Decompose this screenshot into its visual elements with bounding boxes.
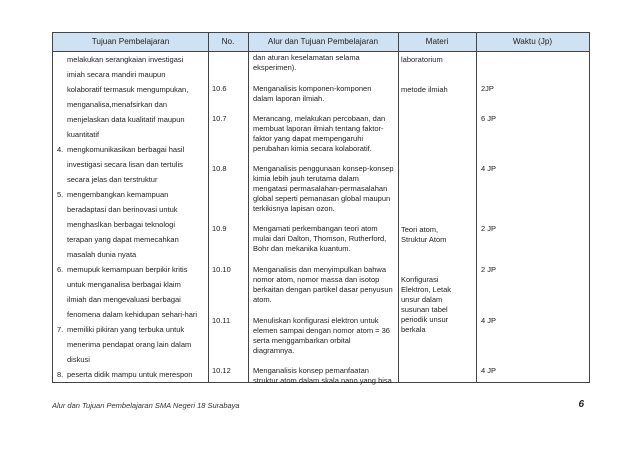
header-waktu: Waktu (Jp) xyxy=(512,37,553,46)
tujuan-line: untuk menganalisa berbagai klaim xyxy=(67,280,181,289)
alur-line: perubahan kimia secara kolaboratif. xyxy=(253,144,372,153)
header-tujuan: Tujuan Pembelajaran xyxy=(91,37,170,46)
alur-line: nomor atom, nomor massa dan isotop xyxy=(253,275,380,284)
alur-line: Menganalisis konsep pemanfaatan xyxy=(253,366,369,375)
list-number: 4. xyxy=(57,145,64,154)
alur-line: Menuliskan konfigurasi elektron untuk xyxy=(253,316,379,325)
list-number: 5. xyxy=(57,190,64,199)
row-number: 10.7 xyxy=(212,114,227,123)
materi-line: laboratorium xyxy=(401,55,443,64)
alur-line: Menganalisis komponen-komponen xyxy=(253,84,372,93)
alur-line: atom. xyxy=(253,295,272,304)
tujuan-line: diskusi xyxy=(67,355,90,364)
materi-line: unsur dalam xyxy=(401,295,443,304)
alur-line: Menganalisis dan menyimpulkan bahwa xyxy=(253,265,386,274)
row-number: 10.9 xyxy=(212,224,227,233)
waktu-value: 4 JP xyxy=(481,316,497,325)
row-number: 10.10 xyxy=(212,265,231,274)
alur-line: faktor yang dapat mempengaruhi xyxy=(253,134,364,143)
waktu-value: 2 JP xyxy=(481,224,497,233)
alur-line: mulai dari Dalton, Thomson, Rutherford, xyxy=(253,234,387,243)
tujuan-line: menjelaskan data kualitatif maupun xyxy=(67,115,185,124)
materi-line: Konfigurasi xyxy=(401,275,439,284)
header-materi: Materi xyxy=(425,37,449,46)
learning-objectives-table xyxy=(52,32,590,383)
list-number: 7. xyxy=(57,325,64,334)
materi-laboratorium xyxy=(401,55,475,65)
alur-line: kimia lebih jauh terutama dalam xyxy=(253,174,359,183)
page-number: 6 xyxy=(578,399,584,410)
waktu-value: 2 JP xyxy=(481,265,497,274)
tujuan-line: kuantitatif xyxy=(67,130,100,139)
alur-line: Merancang, melakukan percobaan, dan xyxy=(253,114,386,123)
tujuan-line: mengkomunikasikan berbagai hasil xyxy=(67,145,185,154)
alur-line: dalam laporan ilmiah. xyxy=(253,94,325,103)
tujuan-line: memiliki pikiran yang terbuka untuk xyxy=(67,325,185,334)
tujuan-line: peserta didik mampu untuk merespon xyxy=(67,370,193,379)
column-divider xyxy=(248,33,249,382)
page-footer: Alur dan Tujuan Pembelajaran SMA Negeri 18 Surabaya xyxy=(52,401,240,410)
tujuan-line: terapan yang dapat memecahkan xyxy=(67,235,179,244)
list-number: 6. xyxy=(57,265,64,274)
tujuan-line: memupuk kemampuan berpikir kritis xyxy=(67,265,188,274)
materi-metode-ilmiah xyxy=(401,85,475,95)
tujuan-line: masalah dunia nyata xyxy=(67,250,137,259)
tujuan-line: melakukan serangkaian investigasi xyxy=(67,55,184,64)
row-number: 10.11 xyxy=(212,316,231,325)
tujuan-line: fenomena dalam kehidupan sehari-hari xyxy=(67,310,198,319)
tujuan-line: beradaptasi dan berinovasi untuk xyxy=(67,205,178,214)
tujuan-line: investigasi secara lisan dan tertulis xyxy=(67,160,183,169)
header-no: No. xyxy=(221,37,235,46)
waktu-value: 4 JP xyxy=(481,164,497,173)
alur-line: mengatasi permasalahan-permasalahan xyxy=(253,184,388,193)
tujuan-line: ilmiah dan mengevaluasi berbagai xyxy=(67,295,181,304)
tujuan-line: mengembangkan kemampuan xyxy=(67,190,169,199)
alur-line: dan aturan keselamatan selama xyxy=(253,53,360,62)
column-divider xyxy=(398,33,399,382)
header-alur: Alur dan Tujuan Pembelajaran xyxy=(267,37,379,46)
alur-line: serta menggambarkan orbital xyxy=(253,336,351,345)
alur-line: membuat laporan ilmiah tentang faktor- xyxy=(253,124,384,133)
materi-line: berkala xyxy=(401,325,426,334)
materi-line: Elektron, Letak xyxy=(401,285,452,294)
tujuan-line: menganalisa,menafsirkan dan xyxy=(67,100,168,109)
alur-line: diagramnya. xyxy=(253,346,295,355)
alur-line: berkaitan dengan partikel dasar penyusun xyxy=(253,285,393,294)
row-number: 10.12 xyxy=(212,366,231,375)
tujuan-line: menghaslkan berbagai teknologi xyxy=(67,220,175,229)
table-header xyxy=(53,33,589,52)
row-number: 10.8 xyxy=(212,164,227,173)
materi-line: susunan tabel xyxy=(401,305,448,314)
list-number: 8. xyxy=(57,370,64,379)
alur-line: struktur atom dalam skala nano yang bisa xyxy=(253,376,392,385)
alur-line: Mengamati perkembangan teori atom xyxy=(253,224,378,233)
tujuan-line: imiah secara mandiri maupun xyxy=(67,70,166,79)
alur-line: eksperimen). xyxy=(253,63,297,72)
materi-line: Teori atom, xyxy=(401,225,439,234)
materi-line: periodik unsur xyxy=(401,315,449,324)
tujuan-line: menerima pendapat orang lain dalam xyxy=(67,340,192,349)
materi-line: metode ilmiah xyxy=(401,85,448,94)
waktu-value: 2JP xyxy=(481,84,494,93)
tujuan-line: kolaboratif termasuk mengumpukan, xyxy=(67,85,189,94)
alur-line: global seperti pemanasan global maupun xyxy=(253,194,391,203)
row-number: 10.6 xyxy=(212,84,227,93)
tujuan-line: secara jelas dan terstruktur xyxy=(67,175,158,184)
alur-line: elemen sampai dengan nomor atom = 36 xyxy=(253,326,390,335)
column-divider xyxy=(476,33,477,382)
waktu-value: 6 JP xyxy=(481,114,497,123)
materi-line: Struktur Atom xyxy=(401,235,447,244)
alur-line: terkikisnya lapisan ozon. xyxy=(253,204,335,213)
materi-konfigurasi-elektron xyxy=(401,275,475,335)
materi-teori-atom xyxy=(401,225,475,245)
alur-line: Bohr dan mekanika kuantum. xyxy=(253,244,351,253)
waktu-value: 4 JP xyxy=(481,366,497,375)
alur-line: Menganalisis penggunaan konsep-konsep xyxy=(253,164,394,173)
